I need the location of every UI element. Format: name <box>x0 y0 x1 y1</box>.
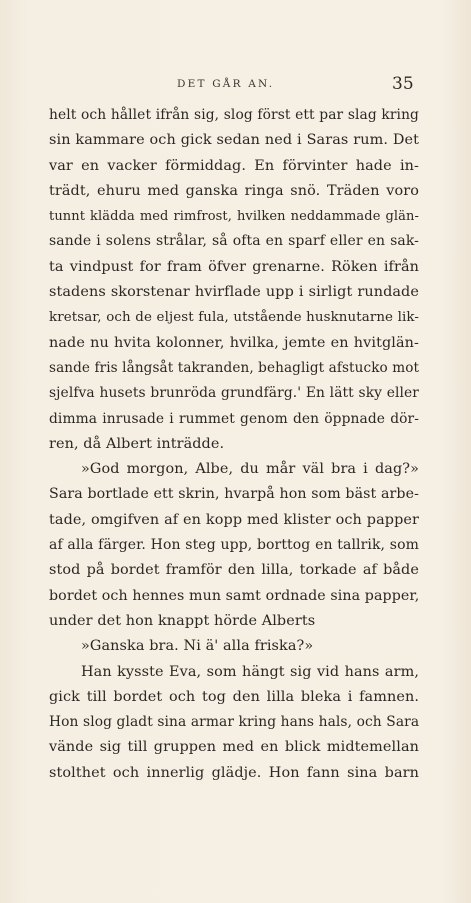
text-line: nade nu hvita kolonner, hvilka, jemte en hvitglän- <box>49 334 419 351</box>
text-line: Han kysste Eva, som hängt sig vid hans arm, <box>81 663 419 680</box>
page-number: 35 <box>392 74 414 94</box>
text-line: Hon slog gladt sina armar kring hans hals, och Sara <box>49 714 420 731</box>
text-line: sin kammare och gick sedan ned i Saras rum. Det <box>49 132 419 149</box>
page-header <box>0 74 471 96</box>
text-line: Sara bortlade ett skrin, hvarpå hon som bäst arbe- <box>49 486 419 503</box>
text-line: tade, omgifven af en kopp med klister och papper <box>49 511 419 528</box>
text-line: dimma inrusade i rummet genom den öppnade dör- <box>49 410 419 427</box>
text-line: under det hon knappt hörde Alberts <box>49 612 316 629</box>
text-line: var en vacker förmiddag. En förvinter hade in- <box>49 157 419 174</box>
text-line: tunnt klädda med rimfrost, hvilken neddammade glän- <box>49 209 419 225</box>
text-line: »God morgon, Albe, du mår väl bra i dag?» <box>81 461 419 478</box>
text-line: ta vindpust for fram öfver grenarne. Röken ifrån <box>49 258 419 275</box>
text-line: trädt, ehuru med ganska ringa snö. Träden voro <box>49 182 419 199</box>
text-line: sjelfva husets brunröda grundfärg.' En lätt sky eller <box>49 385 419 402</box>
text-line: bordet och hennes mun samt ordnade sina papper, <box>49 587 420 604</box>
text-line: stadens skorstenar hvirflade upp i sirligt rundade <box>49 284 419 301</box>
text-line: stolthet och innerlig glädje. Hon fann sina barn <box>49 764 419 781</box>
text-line: gick till bordet och tog den lilla bleka i famnen. <box>49 688 419 705</box>
text-line: ren, då Albert inträdde. <box>49 435 225 452</box>
text-line: »Ganska bra. Ni ä' alla friska?» <box>81 638 314 655</box>
text-line: vände sig till gruppen med en blick midtemellan <box>49 739 419 756</box>
text-line: stod på bordet framför den lilla, torkade af både <box>49 562 419 579</box>
text-line: sande i solens strålar, så ofta en sparf eller en sak- <box>49 233 419 250</box>
text-line: sande fris långsåt takranden, behagligt afstucko mot <box>49 359 420 376</box>
text-line: kretsar, och de eljest fula, utstående husknutarne lik- <box>49 310 419 326</box>
text-line: af alla färger. Hon steg upp, borttog en tallrik, som <box>49 537 419 554</box>
running-head: DET GÅR AN. <box>177 78 275 90</box>
body-text <box>49 103 419 786</box>
text-line: helt och hållet ifrån sig, slog först ett par slag kring <box>49 107 419 123</box>
